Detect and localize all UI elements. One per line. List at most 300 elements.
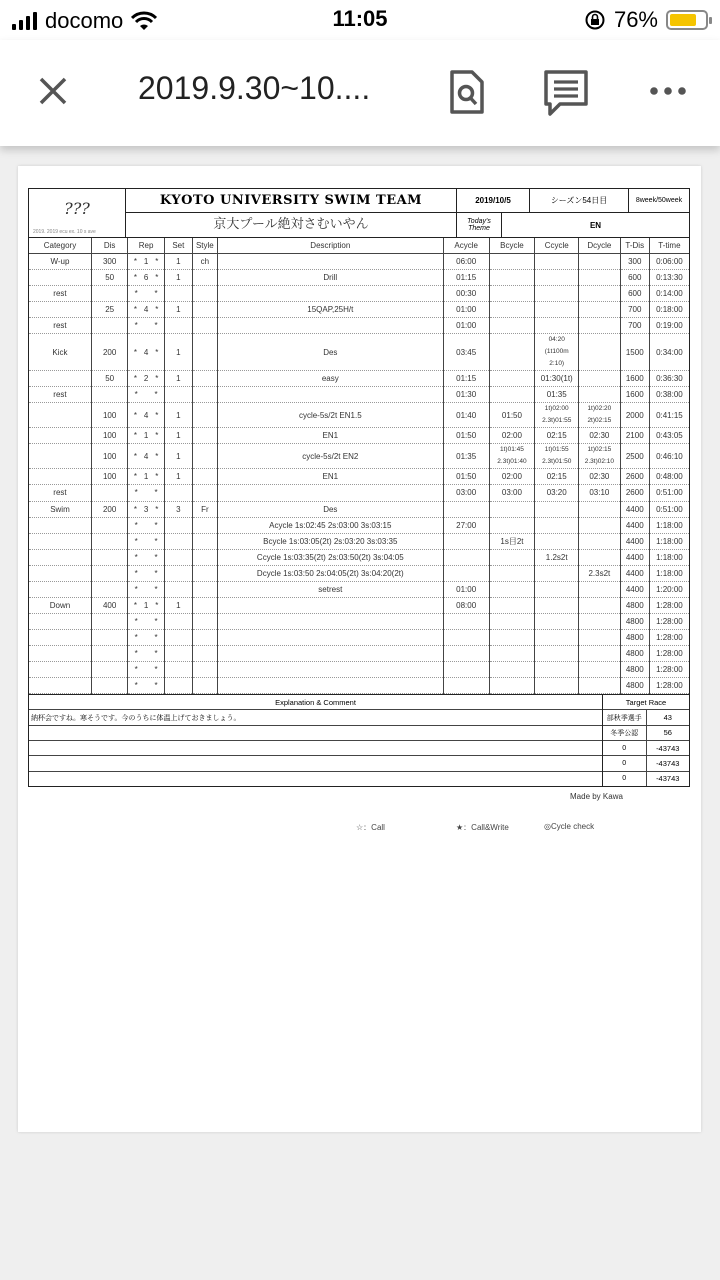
cycle-a-cell bbox=[443, 501, 489, 517]
rep-cell bbox=[128, 613, 164, 629]
target-race-row bbox=[603, 741, 689, 756]
total-time-cell: 1:28:00 bbox=[649, 613, 689, 629]
target-race-row bbox=[603, 726, 689, 741]
total-distance-cell: 300 bbox=[620, 254, 649, 270]
style-cell bbox=[192, 318, 217, 334]
multiply-mark: * bbox=[134, 632, 138, 642]
table-row bbox=[29, 302, 689, 318]
total-distance-cell: 2000 bbox=[620, 403, 649, 428]
multiply-mark: * bbox=[155, 273, 159, 283]
description-cell: Des bbox=[217, 334, 443, 371]
set-cell bbox=[164, 613, 192, 629]
cycle-c-cell bbox=[535, 517, 579, 533]
multiply-mark: * bbox=[134, 616, 138, 626]
total-distance-cell: 4400 bbox=[620, 501, 649, 517]
description-cell bbox=[217, 387, 443, 403]
style-cell bbox=[192, 334, 217, 371]
multiply-mark: * bbox=[154, 390, 158, 400]
cycle-value: 1t)02:00 2.3t)01:55 bbox=[542, 405, 572, 425]
total-distance-cell: 1500 bbox=[620, 334, 649, 371]
set-cell bbox=[164, 485, 192, 501]
category-cell bbox=[29, 645, 91, 661]
multiply-mark: * bbox=[154, 681, 158, 691]
total-time-cell: 0:14:00 bbox=[649, 286, 689, 302]
set-cell bbox=[164, 387, 192, 403]
cycle-a-cell: 08:00 bbox=[443, 597, 489, 613]
cycle-b-cell bbox=[489, 387, 535, 403]
target-race-name: 0 bbox=[603, 741, 647, 755]
cycle-c-cell bbox=[535, 302, 579, 318]
question-marks: ??? bbox=[64, 199, 90, 218]
total-time-cell: 1:18:00 bbox=[649, 565, 689, 581]
cycle-a-cell: 01:00 bbox=[443, 302, 489, 318]
rep-cell bbox=[128, 469, 164, 485]
multiply-mark: * bbox=[155, 305, 159, 315]
category-cell: rest bbox=[29, 387, 91, 403]
set-cell bbox=[164, 318, 192, 334]
style-cell bbox=[192, 581, 217, 597]
practice-subtitle: 京大プール絶対さむいやん bbox=[213, 217, 369, 232]
close-icon[interactable] bbox=[30, 68, 76, 114]
total-time-cell: 0:51:00 bbox=[649, 501, 689, 517]
total-time-cell: 0:46:10 bbox=[649, 444, 689, 469]
battery-percent: 76% bbox=[613, 7, 658, 32]
set-cell: 1 bbox=[164, 334, 192, 371]
rep-cell bbox=[128, 428, 164, 444]
cycle-c-cell: 03:20 bbox=[535, 485, 579, 501]
total-time-cell: 1:18:00 bbox=[649, 549, 689, 565]
total-time-cell: 1:28:00 bbox=[649, 597, 689, 613]
category-cell bbox=[29, 270, 91, 286]
cycle-c-cell: 02:15 bbox=[535, 469, 579, 485]
rep-value: 1 bbox=[143, 257, 149, 267]
category-cell: rest bbox=[29, 318, 91, 334]
week-count: 8week/50week bbox=[635, 197, 683, 204]
cycle-c-cell bbox=[535, 286, 579, 302]
cycle-c-cell bbox=[535, 501, 579, 517]
cycle-b-cell: 1s目2t bbox=[489, 533, 535, 549]
rep-cell bbox=[128, 678, 164, 694]
practice-table bbox=[29, 238, 689, 694]
style-cell bbox=[192, 469, 217, 485]
table-row bbox=[29, 661, 689, 677]
set-cell bbox=[164, 517, 192, 533]
cycle-a-cell bbox=[443, 629, 489, 645]
cycle-b-cell bbox=[489, 597, 535, 613]
theme-label: Today's Theme bbox=[457, 213, 502, 237]
description-cell bbox=[217, 597, 443, 613]
cycle-c-cell bbox=[535, 678, 579, 694]
total-time-cell: 1:18:00 bbox=[649, 533, 689, 549]
distance-cell: 25 bbox=[91, 302, 127, 318]
style-cell: ch bbox=[192, 254, 217, 270]
category-cell bbox=[29, 533, 91, 549]
column-header: T-time bbox=[649, 238, 689, 254]
distance-cell: 100 bbox=[91, 428, 127, 444]
distance-cell: 100 bbox=[91, 403, 127, 428]
cycle-d-cell bbox=[579, 403, 621, 428]
rep-value: 4 bbox=[143, 305, 149, 315]
set-cell bbox=[164, 581, 192, 597]
set-cell: 1 bbox=[164, 270, 192, 286]
style-cell bbox=[192, 661, 217, 677]
style-cell bbox=[192, 270, 217, 286]
cycle-d-cell bbox=[579, 581, 621, 597]
set-cell bbox=[164, 549, 192, 565]
cycle-a-cell: 03:00 bbox=[443, 485, 489, 501]
set-cell: 1 bbox=[164, 302, 192, 318]
rep-cell bbox=[128, 387, 164, 403]
more-options-icon[interactable] bbox=[640, 76, 700, 106]
multiply-mark: * bbox=[133, 347, 137, 357]
description-cell: Dcycle 1s:03:50 2s:04:05(2t) 3s:04:20(2t) bbox=[217, 565, 443, 581]
multiply-mark: * bbox=[154, 616, 158, 626]
rep-cell bbox=[128, 597, 164, 613]
set-cell: 1 bbox=[164, 371, 192, 387]
cycle-d-cell: 02:30 bbox=[579, 469, 621, 485]
table-row bbox=[29, 549, 689, 565]
multiply-mark: * bbox=[133, 431, 137, 441]
total-time-cell: 1:28:00 bbox=[649, 661, 689, 677]
rep-cell bbox=[128, 318, 164, 334]
cycle-b-cell bbox=[489, 549, 535, 565]
cycle-c-cell bbox=[535, 565, 579, 581]
cycle-a-cell: 01:15 bbox=[443, 270, 489, 286]
multiply-mark: * bbox=[154, 536, 158, 546]
sheet-header bbox=[29, 189, 689, 238]
category-cell bbox=[29, 302, 91, 318]
comment-icon[interactable] bbox=[540, 68, 592, 118]
cycle-c-cell bbox=[535, 270, 579, 286]
rep-cell bbox=[128, 629, 164, 645]
multiply-mark: * bbox=[133, 504, 137, 514]
season-day: シーズン54日目 bbox=[530, 189, 629, 212]
description-cell: easy bbox=[217, 371, 443, 387]
cycle-d-cell bbox=[579, 444, 621, 469]
total-distance-cell: 600 bbox=[620, 286, 649, 302]
document-title: 2019.9.30~10.... bbox=[138, 70, 371, 106]
table-row bbox=[29, 629, 689, 645]
rep-value: 4 bbox=[143, 410, 149, 420]
cycle-b-cell bbox=[489, 302, 535, 318]
set-cell bbox=[164, 678, 192, 694]
rep-cell bbox=[128, 444, 164, 469]
cycle-a-cell bbox=[443, 661, 489, 677]
rep-cell bbox=[128, 565, 164, 581]
multiply-mark: * bbox=[134, 520, 138, 530]
comment-line bbox=[29, 756, 602, 771]
cycle-b-cell bbox=[489, 581, 535, 597]
distance-cell bbox=[91, 517, 127, 533]
cycle-c-cell: 02:15 bbox=[535, 428, 579, 444]
multiply-mark: * bbox=[155, 600, 159, 610]
cycle-d-cell: 02:30 bbox=[579, 428, 621, 444]
total-distance-cell: 4400 bbox=[620, 549, 649, 565]
category-cell bbox=[29, 629, 91, 645]
cycle-a-cell: 03:45 bbox=[443, 334, 489, 371]
table-row bbox=[29, 469, 689, 485]
cycle-d-cell bbox=[579, 645, 621, 661]
column-header: Category bbox=[29, 238, 91, 254]
style-cell bbox=[192, 302, 217, 318]
cycle-c-cell bbox=[535, 403, 579, 428]
theme-value: EN bbox=[589, 220, 602, 230]
cycle-b-cell bbox=[489, 444, 535, 469]
multiply-mark: * bbox=[154, 289, 158, 299]
find-in-document-icon[interactable] bbox=[442, 68, 490, 116]
cycle-c-cell bbox=[535, 645, 579, 661]
multiply-mark: * bbox=[134, 488, 138, 498]
column-header: Acycle bbox=[443, 238, 489, 254]
category-cell bbox=[29, 565, 91, 581]
description-cell: EN1 bbox=[217, 428, 443, 444]
rep-value: 1 bbox=[143, 600, 149, 610]
cycle-a-cell bbox=[443, 645, 489, 661]
category-cell bbox=[29, 517, 91, 533]
cycle-c-cell bbox=[535, 661, 579, 677]
table-row bbox=[29, 428, 689, 444]
target-race-area bbox=[603, 695, 689, 786]
cycle-d-cell bbox=[579, 334, 621, 371]
table-row bbox=[29, 334, 689, 371]
category-cell bbox=[29, 403, 91, 428]
description-cell: 15QAP,25H/t bbox=[217, 302, 443, 318]
comment-line bbox=[29, 726, 602, 741]
cycle-b-cell: 02:00 bbox=[489, 469, 535, 485]
distance-cell bbox=[91, 613, 127, 629]
battery-icon bbox=[666, 10, 708, 30]
column-header: Dcycle bbox=[579, 238, 621, 254]
cycle-a-cell: 01:40 bbox=[443, 403, 489, 428]
target-race-value: -43743 bbox=[656, 743, 680, 753]
category-cell bbox=[29, 581, 91, 597]
cycle-d-cell: 2.3s2t bbox=[579, 565, 621, 581]
cycle-b-cell bbox=[489, 286, 535, 302]
total-distance-cell: 1600 bbox=[620, 371, 649, 387]
distance-cell: 200 bbox=[91, 501, 127, 517]
cycle-d-cell bbox=[579, 501, 621, 517]
cycle-d-cell bbox=[579, 517, 621, 533]
multiply-mark: * bbox=[134, 681, 138, 691]
distance-cell: 50 bbox=[91, 270, 127, 286]
target-race-value: -43743 bbox=[656, 758, 680, 768]
table-row bbox=[29, 387, 689, 403]
description-cell bbox=[217, 318, 443, 334]
cycle-d-cell bbox=[579, 613, 621, 629]
cycle-d-cell bbox=[579, 629, 621, 645]
description-cell: Acycle 1s:02:45 2s:03:00 3s:03:15 bbox=[217, 517, 443, 533]
total-distance-cell: 600 bbox=[620, 270, 649, 286]
total-distance-cell: 4400 bbox=[620, 565, 649, 581]
description-cell bbox=[217, 645, 443, 661]
multiply-mark: * bbox=[155, 347, 159, 357]
style-cell bbox=[192, 629, 217, 645]
header-title-block bbox=[126, 189, 457, 237]
total-time-cell: 0:38:00 bbox=[649, 387, 689, 403]
cycle-d-cell bbox=[579, 533, 621, 549]
multiply-mark: * bbox=[133, 451, 137, 461]
category-cell bbox=[29, 469, 91, 485]
distance-cell bbox=[91, 549, 127, 565]
cycle-d-cell bbox=[579, 387, 621, 403]
category-cell bbox=[29, 549, 91, 565]
distance-cell: 100 bbox=[91, 444, 127, 469]
table-row bbox=[29, 645, 689, 661]
style-cell bbox=[192, 597, 217, 613]
rep-cell bbox=[128, 286, 164, 302]
style-cell bbox=[192, 645, 217, 661]
column-header: Ccycle bbox=[535, 238, 579, 254]
comment-line bbox=[29, 772, 602, 786]
table-row bbox=[29, 270, 689, 286]
target-race-value: 56 bbox=[663, 728, 672, 738]
distance-cell: 100 bbox=[91, 469, 127, 485]
table-row bbox=[29, 517, 689, 533]
rep-cell bbox=[128, 517, 164, 533]
multiply-mark: * bbox=[134, 289, 138, 299]
rep-value: 3 bbox=[143, 504, 149, 514]
carrier-name: docomo bbox=[45, 8, 124, 33]
multiply-mark: * bbox=[134, 536, 138, 546]
header-small-note: 2019. 2019 ecu ex. 10 s ave bbox=[33, 229, 96, 235]
style-cell bbox=[192, 485, 217, 501]
category-cell bbox=[29, 444, 91, 469]
description-cell bbox=[217, 254, 443, 270]
set-cell bbox=[164, 286, 192, 302]
table-row bbox=[29, 565, 689, 581]
cycle-b-cell bbox=[489, 371, 535, 387]
rep-cell bbox=[128, 270, 164, 286]
cycle-a-cell: 01:50 bbox=[443, 469, 489, 485]
style-cell bbox=[192, 678, 217, 694]
cycle-a-cell: 01:35 bbox=[443, 444, 489, 469]
description-cell bbox=[217, 678, 443, 694]
target-race-name: 0 bbox=[603, 772, 647, 786]
set-cell: 1 bbox=[164, 444, 192, 469]
rep-cell bbox=[128, 334, 164, 371]
multiply-mark: * bbox=[155, 451, 159, 461]
multiply-mark: * bbox=[154, 632, 158, 642]
multiply-mark: * bbox=[134, 390, 138, 400]
multiply-mark: * bbox=[155, 472, 159, 482]
table-row bbox=[29, 533, 689, 549]
description-cell: Bcycle 1s:03:05(2t) 2s:03:20 3s:03:35 bbox=[217, 533, 443, 549]
multiply-mark: * bbox=[134, 568, 138, 578]
total-distance-cell: 4800 bbox=[620, 678, 649, 694]
total-distance-cell: 2500 bbox=[620, 444, 649, 469]
description-cell bbox=[217, 485, 443, 501]
header-meta bbox=[457, 189, 689, 237]
category-cell bbox=[29, 613, 91, 629]
target-race-row bbox=[603, 710, 689, 725]
total-time-cell: 0:06:00 bbox=[649, 254, 689, 270]
cycle-b-cell: 01:50 bbox=[489, 403, 535, 428]
rep-value: 6 bbox=[143, 273, 149, 283]
total-time-cell: 0:34:00 bbox=[649, 334, 689, 371]
rep-value: 1 bbox=[143, 472, 149, 482]
cycle-c-cell: 1.2s2t bbox=[535, 549, 579, 565]
total-time-cell: 0:51:00 bbox=[649, 485, 689, 501]
cycle-b-cell bbox=[489, 501, 535, 517]
rep-value: 2 bbox=[143, 374, 149, 384]
table-row bbox=[29, 678, 689, 694]
distance-cell: 200 bbox=[91, 334, 127, 371]
cycle-a-cell bbox=[443, 549, 489, 565]
total-distance-cell: 4400 bbox=[620, 581, 649, 597]
table-row bbox=[29, 318, 689, 334]
cycle-c-cell bbox=[535, 444, 579, 469]
column-header: Description bbox=[217, 238, 443, 254]
cycle-a-cell: 01:15 bbox=[443, 371, 489, 387]
target-race-title: Target Race bbox=[603, 695, 689, 710]
rep-cell bbox=[128, 254, 164, 270]
rep-cell bbox=[128, 549, 164, 565]
cycle-b-cell bbox=[489, 661, 535, 677]
description-cell bbox=[217, 661, 443, 677]
style-cell bbox=[192, 387, 217, 403]
target-race-value: 43 bbox=[663, 713, 672, 723]
target-race-name: 部秋季選手 bbox=[603, 710, 647, 724]
category-cell: rest bbox=[29, 286, 91, 302]
cycle-a-cell: 01:30 bbox=[443, 387, 489, 403]
rep-cell bbox=[128, 645, 164, 661]
distance-cell: 400 bbox=[91, 597, 127, 613]
cycle-c-cell bbox=[535, 597, 579, 613]
cycle-d-cell bbox=[579, 254, 621, 270]
total-time-cell: 0:19:00 bbox=[649, 318, 689, 334]
multiply-mark: * bbox=[154, 552, 158, 562]
table-row bbox=[29, 485, 689, 501]
cycle-value: 1t)01:45 2.3t)01:40 bbox=[497, 446, 527, 466]
rep-cell bbox=[128, 581, 164, 597]
column-header: Rep bbox=[128, 238, 164, 254]
total-distance-cell: 4800 bbox=[620, 629, 649, 645]
cycle-d-cell bbox=[579, 597, 621, 613]
distance-cell: 300 bbox=[91, 254, 127, 270]
cycle-c-cell bbox=[535, 334, 579, 371]
rep-cell bbox=[128, 302, 164, 318]
target-race-name: 0 bbox=[603, 756, 647, 770]
column-header: Style bbox=[192, 238, 217, 254]
practice-date: 2019/10/5 bbox=[457, 189, 530, 212]
description-cell: Drill bbox=[217, 270, 443, 286]
cycle-c-cell bbox=[535, 613, 579, 629]
multiply-mark: * bbox=[134, 552, 138, 562]
category-cell: Swim bbox=[29, 501, 91, 517]
table-row bbox=[29, 501, 689, 517]
style-cell bbox=[192, 371, 217, 387]
cycle-d-cell bbox=[579, 371, 621, 387]
cycle-d-cell bbox=[579, 286, 621, 302]
style-cell bbox=[192, 549, 217, 565]
distance-cell bbox=[91, 533, 127, 549]
rep-cell bbox=[128, 403, 164, 428]
cycle-value: 1t)01:55 2.3t)01:50 bbox=[542, 446, 572, 466]
style-cell bbox=[192, 403, 217, 428]
category-cell bbox=[29, 678, 91, 694]
distance-cell bbox=[91, 678, 127, 694]
clock: 11:05 bbox=[332, 6, 388, 31]
cycle-d-cell: 03:10 bbox=[579, 485, 621, 501]
distance-cell bbox=[91, 565, 127, 581]
total-distance-cell: 2600 bbox=[620, 469, 649, 485]
made-by: Made by Kawa bbox=[570, 792, 623, 801]
multiply-mark: * bbox=[154, 568, 158, 578]
header-placeholder bbox=[29, 189, 126, 237]
cycle-a-cell: 01:00 bbox=[443, 318, 489, 334]
distance-cell bbox=[91, 387, 127, 403]
cycle-value: 1t)02:20 2t)02:15 bbox=[587, 405, 612, 425]
